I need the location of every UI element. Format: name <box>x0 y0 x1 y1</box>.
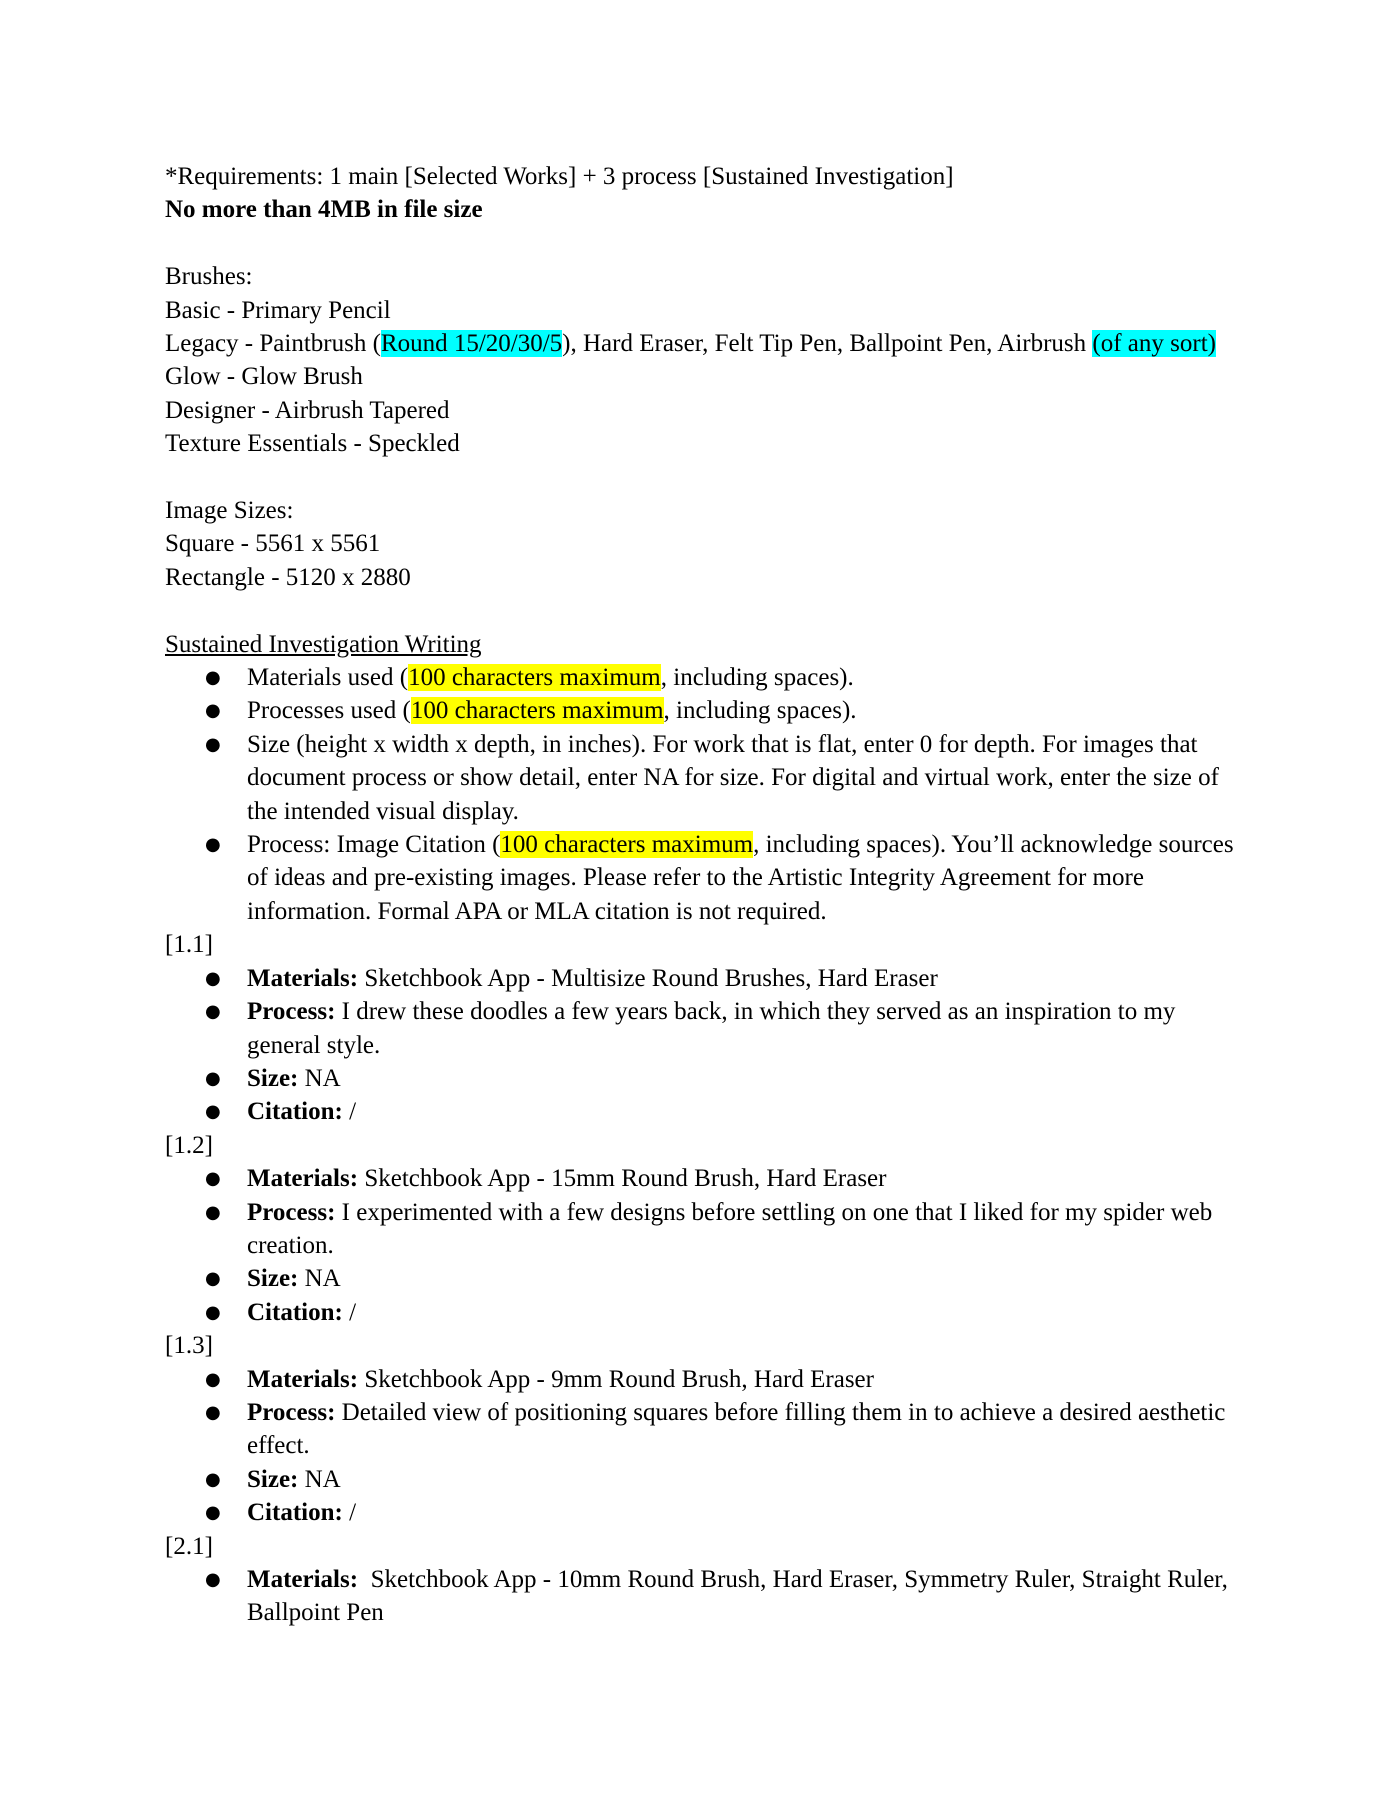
entry-materials <box>165 1162 1245 1195</box>
bullet-icon: ● <box>205 1201 221 1223</box>
bullet-icon: ● <box>205 1569 221 1591</box>
citation-value: / <box>342 1499 357 1527</box>
materials-value: Sketchbook App - Multisize Round Brushes, Hard Eraser <box>358 964 938 992</box>
entry-citation <box>165 1095 1245 1128</box>
bullet-icon: ● <box>205 1368 221 1390</box>
si-writing-list <box>165 661 1245 928</box>
brushes-heading: Brushes: <box>165 263 253 291</box>
brush-legacy-highlight-any: (of any sort) <box>1092 330 1216 358</box>
requirements-line: *Requirements: 1 main [Selected Works] + 3 process [Sustained Investigation] <box>165 163 954 190</box>
list-item-text: , including spaces). You’ll acknowledge sources of ideas and pre-existing images. Please refer to the Artistic Integrity Agreement for more information. Formal APA or MLA citation is not required. <box>247 831 1234 925</box>
spacer <box>165 461 1245 494</box>
entry-process <box>165 995 1245 1062</box>
bullet-icon: ● <box>205 1001 221 1023</box>
entry-id: [2.1] <box>165 1532 213 1560</box>
materials-value: Sketchbook App - 10mm Round Brush, Hard Eraser, Symmetry Ruler, Straight Ruler, Ballpoint Pen <box>247 1566 1235 1627</box>
size-label: Size: <box>247 1064 299 1092</box>
list-item-text: Processes used ( <box>247 697 411 725</box>
entry-list <box>165 1563 1245 1630</box>
process-value: Detailed view of positioning squares before filling them in to achieve a desired aesthetic effect. <box>247 1398 1226 1460</box>
citation-value: / <box>342 1298 357 1326</box>
list-item <box>165 694 1245 727</box>
list-item-text: Materials used ( <box>247 664 409 692</box>
materials-label: Materials: <box>247 1365 359 1393</box>
citation-value: / <box>342 1098 357 1126</box>
size-value: NA <box>298 1265 341 1293</box>
list-item-text: , including spaces). <box>660 664 854 692</box>
bullet-icon: ● <box>205 834 221 856</box>
size-value: NA <box>298 1465 341 1493</box>
entry-list <box>165 1363 1245 1530</box>
list-item-text: Process: Image Citation ( <box>247 831 501 859</box>
entry-id: [1.3] <box>165 1332 213 1360</box>
entry-size <box>165 1262 1245 1295</box>
list-item-text: , including spaces). <box>663 697 857 725</box>
bullet-icon: ● <box>205 700 221 722</box>
brush-glow: Glow - Glow Brush <box>165 363 363 391</box>
image-size-rectangle: Rectangle - 5120 x 2880 <box>165 563 411 591</box>
materials-label: Materials: <box>247 1165 359 1193</box>
materials-value: Sketchbook App - 15mm Round Brush, Hard Eraser <box>358 1165 887 1193</box>
image-sizes-heading: Image Sizes: <box>165 497 294 525</box>
bullet-icon: ● <box>205 1401 221 1423</box>
size-label: Size: <box>247 1265 299 1293</box>
bullet-icon: ● <box>205 667 221 689</box>
bullet-icon: ● <box>205 1301 221 1323</box>
materials-value: Sketchbook App - 9mm Round Brush, Hard Eraser <box>358 1365 874 1393</box>
bullet-icon: ● <box>205 1502 221 1524</box>
entry-materials <box>165 962 1245 995</box>
size-value: NA <box>298 1064 341 1092</box>
materials-label: Materials: <box>247 964 359 992</box>
entry-list <box>165 962 1245 1129</box>
list-item <box>165 661 1245 694</box>
size-label: Size: <box>247 1465 299 1493</box>
citation-label: Citation: <box>247 1298 343 1326</box>
spacer <box>165 594 1245 627</box>
bullet-icon: ● <box>205 1268 221 1290</box>
document-page <box>165 160 1245 1630</box>
brush-basic: Basic - Primary Pencil <box>165 296 391 324</box>
entry-materials <box>165 1563 1245 1630</box>
bullet-icon: ● <box>205 967 221 989</box>
list-item <box>165 828 1245 928</box>
entry-id: [1.1] <box>165 931 213 959</box>
bullet-icon: ● <box>205 733 221 755</box>
brush-legacy-highlight-round: Round 15/20/30/5 <box>380 330 563 358</box>
bullet-icon: ● <box>205 1468 221 1490</box>
brush-texture: Texture Essentials - Speckled <box>165 430 460 458</box>
process-value: I drew these doodles a few years back, in which they served as an inspiration to my general style. <box>247 998 1176 1059</box>
entry-process <box>165 1196 1245 1263</box>
entry-citation <box>165 1296 1245 1329</box>
bullet-icon: ● <box>205 1101 221 1123</box>
image-size-square: Square - 5561 x 5561 <box>165 530 381 558</box>
entry-size <box>165 1463 1245 1496</box>
citation-label: Citation: <box>247 1098 343 1126</box>
highlight-char-limit: 100 characters maximum <box>408 664 661 692</box>
entry-materials <box>165 1363 1245 1396</box>
entry-id: [1.2] <box>165 1131 213 1159</box>
entry-process <box>165 1396 1245 1463</box>
brush-legacy-text: Legacy - Paintbrush ( <box>165 330 381 358</box>
highlight-char-limit: 100 characters maximum <box>500 831 754 859</box>
list-item <box>165 728 1245 828</box>
list-item-text: Size (height x width x depth, in inches). For work that is flat, enter 0 for depth. For images that document process or show detail, enter NA for size. For digital and virtual work, enter the size of the intended visual display. <box>247 730 1219 825</box>
si-writing-heading: Sustained Investigation Writing <box>165 630 482 658</box>
brush-designer: Designer - Airbrush Tapered <box>165 396 450 424</box>
spacer <box>165 227 1245 260</box>
materials-label: Materials: <box>247 1566 359 1594</box>
process-label: Process: <box>247 1398 336 1426</box>
bullet-icon: ● <box>205 1067 221 1089</box>
entry-list <box>165 1162 1245 1329</box>
process-label: Process: <box>247 1198 336 1226</box>
process-value: I experimented with a few designs before settling on one that I liked for my spider web creation. <box>247 1198 1213 1259</box>
entry-size <box>165 1062 1245 1095</box>
brush-legacy-text-2: ), Hard Eraser, Felt Tip Pen, Ballpoint Pen, Airbrush <box>562 330 1093 358</box>
entry-citation <box>165 1496 1245 1529</box>
bullet-icon: ● <box>205 1168 221 1190</box>
process-label: Process: <box>247 998 336 1026</box>
brush-legacy <box>165 327 1245 360</box>
highlight-char-limit: 100 characters maximum <box>410 697 664 725</box>
file-size-limit: No more than 4MB in file size <box>165 196 483 224</box>
citation-label: Citation: <box>247 1499 343 1527</box>
